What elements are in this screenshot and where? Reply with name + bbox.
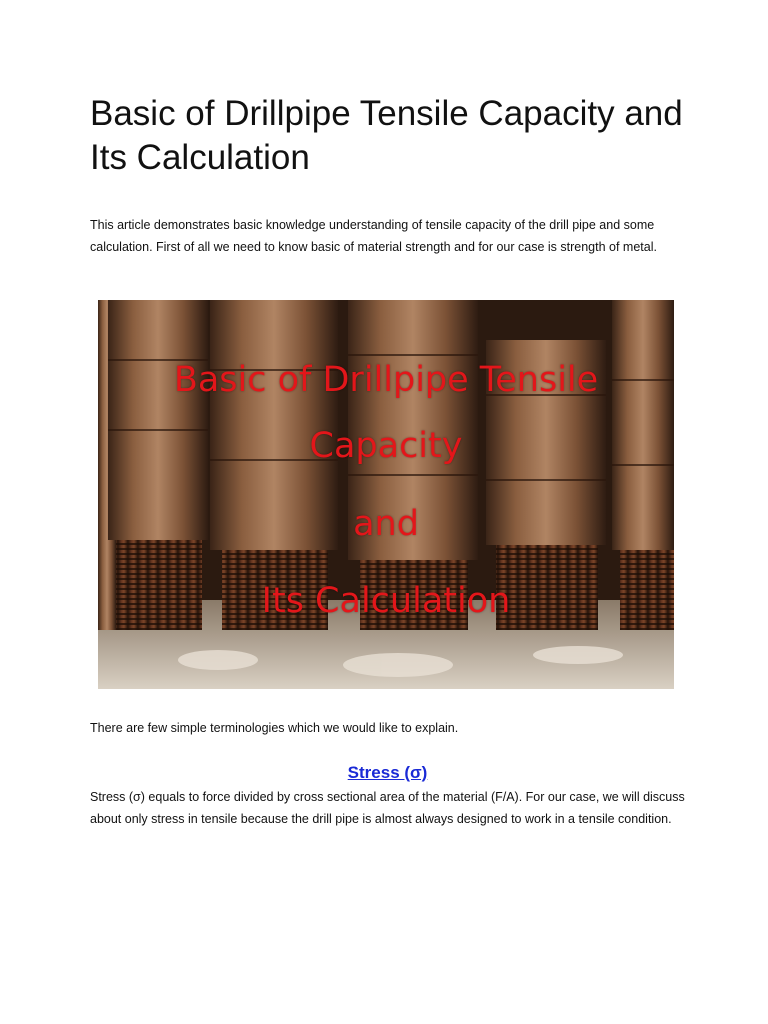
banner-line-4: Its Calculation bbox=[261, 581, 511, 621]
banner-line-2: Capacity bbox=[309, 426, 463, 466]
banner-line-3: and bbox=[353, 504, 419, 544]
article-title: Basic of Drillpipe Tensile Capacity and Its Calculation bbox=[90, 94, 683, 177]
banner-line-1: Basic of Drillpipe Tensile bbox=[173, 360, 599, 400]
banner-image bbox=[98, 300, 674, 689]
intro-paragraph: This article demonstrates basic knowledge understanding of tensile capacity of the drill pipe and some calculation. First of all we need to know basic of material strength and for our case is strength of metal. bbox=[90, 218, 657, 254]
stress-definition: Stress (σ) equals to force divided by cross sectional area of the material (F/A). For our case, we will discuss about only stress in tensile because the drill pipe is almost always designed to work in a tensile condition. bbox=[90, 790, 685, 826]
terminology-intro: There are few simple terminologies which we would like to explain. bbox=[90, 721, 459, 735]
banner-overlay-text bbox=[98, 300, 674, 689]
stress-heading bbox=[90, 761, 685, 785]
stress-heading-link[interactable]: Stress (σ) bbox=[347, 763, 428, 782]
